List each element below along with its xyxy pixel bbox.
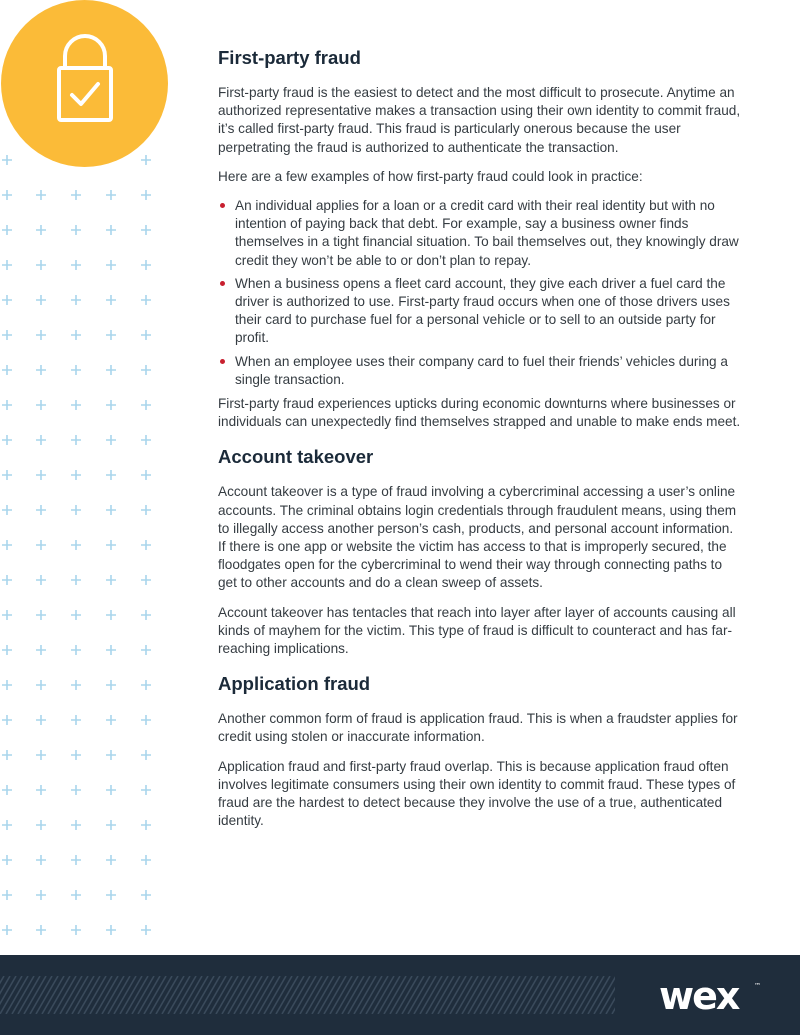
plus-mark — [106, 225, 116, 235]
plus-mark — [2, 330, 12, 340]
plus-mark — [106, 190, 116, 200]
stripe-line — [336, 976, 358, 1014]
stripe-line — [324, 976, 346, 1014]
stripe-line — [444, 976, 466, 1014]
stripe-line — [78, 976, 100, 1014]
plus-mark — [141, 400, 151, 410]
stripe-line — [582, 976, 604, 1014]
plus-mark — [71, 190, 81, 200]
stripe-line — [342, 976, 364, 1014]
bullet-dot — [220, 281, 225, 286]
paragraph-application-fraud-1: Another common form of fraud is application fraud. This is when a fraudster applies for credit using stolen or inaccurate information. — [218, 711, 738, 745]
stripe-line — [498, 976, 520, 1014]
stripe-line — [18, 976, 40, 1014]
plus-mark — [141, 645, 151, 655]
stripe-line — [438, 976, 460, 1014]
stripe-line — [114, 976, 136, 1014]
plus-mark — [106, 540, 116, 550]
bullet-dot — [220, 203, 225, 208]
stripe-line — [522, 976, 544, 1014]
stripe-line — [180, 976, 202, 1014]
plus-mark — [2, 925, 12, 935]
plus-mark — [2, 470, 12, 480]
plus-mark — [71, 715, 81, 725]
stripe-line — [270, 976, 292, 1014]
stripe-line — [240, 976, 262, 1014]
plus-mark — [106, 435, 116, 445]
plus-mark — [106, 260, 116, 270]
plus-mark — [106, 470, 116, 480]
stripe-line — [588, 976, 610, 1014]
plus-mark — [36, 295, 46, 305]
plus-mark — [2, 575, 12, 585]
plus-mark — [141, 575, 151, 585]
plus-mark — [141, 435, 151, 445]
plus-mark — [71, 855, 81, 865]
stripe-line — [540, 976, 562, 1014]
logo-wordmark: wex — [659, 979, 739, 1015]
stripe-line — [312, 976, 334, 1014]
stripe-line — [390, 976, 412, 1014]
plus-mark — [36, 225, 46, 235]
plus-mark — [141, 225, 151, 235]
stripe-line — [432, 976, 454, 1014]
plus-mark — [2, 225, 12, 235]
plus-mark — [36, 330, 46, 340]
paragraph-account-takeover-2: Account takeover has tentacles that reach into layer after layer of accounts causing all kinds of mayhem for the victim. This type of fraud is difficult to counteract and has far-reaching implications. — [218, 604, 736, 657]
stripe-line — [318, 976, 340, 1014]
stripe-line — [30, 976, 52, 1014]
stripe-line — [252, 976, 274, 1014]
plus-mark — [141, 260, 151, 270]
stripe-line — [552, 976, 574, 1014]
plus-mark — [36, 470, 46, 480]
plus-mark — [2, 890, 12, 900]
stripe-line — [234, 976, 256, 1014]
example-list — [218, 197, 743, 389]
paragraph-first-party-intro: First-party fraud is the easiest to detect and the most difficult to prosecute. Anytime an authorized representative makes a transaction using their own identity to commit fraud, it’s called first-party fraud. This fraud is particularly onerous because the user perpetrating the fraud is authorized to authenticate the transaction. — [218, 85, 741, 155]
plus-mark — [36, 750, 46, 760]
plus-mark — [36, 925, 46, 935]
stripe-line — [126, 976, 148, 1014]
stripe-line — [264, 976, 286, 1014]
stripe-line — [48, 976, 70, 1014]
plus-mark — [71, 225, 81, 235]
stripe-line — [378, 976, 400, 1014]
plus-mark — [141, 330, 151, 340]
stripe-line — [558, 976, 580, 1014]
plus-mark — [2, 400, 12, 410]
plus-mark — [71, 750, 81, 760]
stripe-line — [486, 976, 508, 1014]
logo-trademark: ™ — [754, 982, 761, 990]
plus-mark — [106, 750, 116, 760]
list-item-text: When an employee uses their company card to fuel their friends’ vehicles during a single transaction. — [235, 353, 728, 387]
plus-mark — [36, 505, 46, 515]
stripe-line — [72, 976, 94, 1014]
stripe-line — [354, 976, 376, 1014]
stripe-line — [414, 976, 436, 1014]
stripe-line — [0, 976, 22, 1014]
stripe-line — [576, 976, 598, 1014]
stripe-line — [6, 976, 28, 1014]
list-item-text: When a business opens a fleet card account, they give each driver a fuel card the driver is authorized to use. First-party fraud occurs when one of those drivers uses their card to purchase fuel for a personal vehicle or to sell to an outside party for profit. — [235, 275, 730, 346]
stripe-line — [138, 976, 160, 1014]
plus-mark — [2, 715, 12, 725]
plus-mark — [141, 855, 151, 865]
plus-mark — [106, 785, 116, 795]
stripe-line — [228, 976, 250, 1014]
plus-mark — [2, 820, 12, 830]
stripe-line — [246, 976, 268, 1014]
stripe-line — [570, 976, 592, 1014]
stripe-line — [474, 976, 496, 1014]
plus-mark — [2, 435, 12, 445]
plus-mark — [2, 190, 12, 200]
stripe-line — [12, 976, 34, 1014]
plus-mark — [71, 820, 81, 830]
stripe-line — [450, 976, 472, 1014]
plus-mark — [106, 295, 116, 305]
plus-mark — [36, 890, 46, 900]
stripe-line — [534, 976, 556, 1014]
plus-mark — [106, 330, 116, 340]
plus-mark — [36, 855, 46, 865]
stripe-line — [396, 976, 418, 1014]
stripe-line — [210, 976, 232, 1014]
stripe-line — [42, 976, 64, 1014]
stripe-line — [132, 976, 154, 1014]
plus-mark — [71, 330, 81, 340]
stripe-line — [102, 976, 124, 1014]
plus-mark — [71, 575, 81, 585]
list-item — [218, 353, 743, 389]
plus-mark — [36, 260, 46, 270]
plus-mark — [2, 750, 12, 760]
plus-mark — [106, 890, 116, 900]
plus-mark — [71, 435, 81, 445]
stripe-line — [156, 976, 178, 1014]
plus-mark — [71, 925, 81, 935]
list-item — [218, 197, 743, 270]
paragraph-application-fraud-2: Application fraud and first-party fraud overlap. This is because application fraud often involves legitimate consumers using their own identity to commit fraud. These types of fraud are the hardest to detect because they involve the use of a true, authenticated identity. — [218, 758, 736, 829]
stripe-line — [384, 976, 406, 1014]
heading-application-fraud: Application fraud — [218, 673, 371, 695]
plus-mark — [106, 925, 116, 935]
plus-mark — [141, 190, 151, 200]
plus-mark — [71, 610, 81, 620]
plus-mark — [36, 715, 46, 725]
plus-mark — [141, 470, 151, 480]
plus-mark — [106, 645, 116, 655]
plus-mark — [2, 680, 12, 690]
plus-mark — [141, 680, 151, 690]
plus-mark — [36, 785, 46, 795]
stripe-line — [108, 976, 130, 1014]
stripe-line — [372, 976, 394, 1014]
stripe-line — [216, 976, 238, 1014]
stripe-line — [54, 976, 76, 1014]
stripe-line — [168, 976, 190, 1014]
plus-mark — [36, 680, 46, 690]
plus-mark — [106, 855, 116, 865]
section-account-takeover — [218, 443, 743, 658]
plus-mark — [71, 505, 81, 515]
stripe-line — [192, 976, 214, 1014]
plus-mark — [71, 645, 81, 655]
stripe-line — [480, 976, 502, 1014]
plus-mark — [141, 925, 151, 935]
plus-mark — [71, 680, 81, 690]
plus-mark — [71, 470, 81, 480]
stripe-line — [24, 976, 46, 1014]
footer-bar — [0, 955, 800, 1035]
stripe-line — [528, 976, 550, 1014]
list-item-text: An individual applies for a loan or a credit card with their real identity but with no intention of paying back that debt. For example, say a business owner finds themselves in a tight financial situation. To bail themselves out, they knowingly draw credit they won’t be able to or don’t plan to repay. — [235, 198, 739, 268]
plus-mark — [2, 260, 12, 270]
stripe-line — [516, 976, 538, 1014]
stripe-line — [90, 976, 112, 1014]
stripe-line — [306, 976, 328, 1014]
stripe-line — [276, 976, 298, 1014]
plus-mark — [106, 820, 116, 830]
plus-mark — [141, 820, 151, 830]
plus-mark — [2, 645, 12, 655]
stripe-line — [330, 976, 352, 1014]
stripe-line — [426, 976, 448, 1014]
plus-mark — [106, 365, 116, 375]
stripe-line — [186, 976, 208, 1014]
plus-mark — [71, 295, 81, 305]
plus-mark — [2, 505, 12, 515]
stripe-line — [162, 976, 184, 1014]
paragraph-account-takeover-1: Account takeover is a type of fraud involving a cybercriminal accessing a user’s online accounts. The criminal obtains login credentials through fraudulent means, using them to illegally access another person’s cash, products, and personal account information. If there is one app or website the victim has access to that is improperly secured, the floodgates open for the cybercriminal to wend their way through connecting paths to get to other accounts and do a clean sweep of assets. — [218, 484, 737, 591]
plus-mark — [141, 295, 151, 305]
plus-mark — [2, 855, 12, 865]
plus-mark — [141, 365, 151, 375]
bullet-dot — [220, 359, 225, 364]
plus-mark — [106, 400, 116, 410]
plus-mark — [141, 715, 151, 725]
section-first-party-fraud — [218, 44, 743, 431]
plus-mark — [36, 435, 46, 445]
heading-account-takeover: Account takeover — [218, 446, 374, 468]
article-body — [218, 44, 743, 843]
paragraph-first-party-closing: First-party fraud experiences upticks during economic downturns where businesses or individuals can unexpectedly find themselves strapped and unable to make ends meet. — [218, 396, 741, 430]
stripe-line — [366, 976, 388, 1014]
plus-mark — [71, 400, 81, 410]
stripe-line — [96, 976, 118, 1014]
stripe-line — [546, 976, 568, 1014]
stripe-line — [360, 976, 382, 1014]
stripe-line — [300, 976, 322, 1014]
stripe-line — [84, 976, 106, 1014]
plus-mark — [106, 680, 116, 690]
stripe-line — [468, 976, 490, 1014]
heading-first-party-fraud: First-party fraud — [218, 47, 361, 68]
plus-mark — [2, 540, 12, 550]
stripe-line — [60, 976, 82, 1014]
stripe-line — [174, 976, 196, 1014]
plus-mark — [141, 890, 151, 900]
plus-mark — [36, 190, 46, 200]
plus-mark — [106, 505, 116, 515]
plus-mark — [71, 365, 81, 375]
stripe-line — [120, 976, 142, 1014]
padlock-badge — [1, 0, 168, 167]
plus-mark — [106, 610, 116, 620]
list-item — [218, 275, 743, 348]
diagonal-stripes — [0, 976, 615, 1014]
section-application-fraud — [218, 670, 743, 830]
plus-mark — [71, 890, 81, 900]
stripe-line — [492, 976, 514, 1014]
plus-mark — [2, 610, 12, 620]
plus-mark — [141, 540, 151, 550]
stripe-line — [456, 976, 478, 1014]
stripe-line — [150, 976, 172, 1014]
stripe-line — [258, 976, 280, 1014]
plus-mark — [106, 575, 116, 585]
stripe-line — [198, 976, 220, 1014]
stripe-line — [504, 976, 526, 1014]
plus-mark — [141, 785, 151, 795]
stripe-line — [36, 976, 58, 1014]
stripe-line — [288, 976, 310, 1014]
stripe-line — [282, 976, 304, 1014]
stripe-line — [66, 976, 88, 1014]
plus-mark — [71, 785, 81, 795]
stripe-line — [420, 976, 442, 1014]
stripe-line — [402, 976, 424, 1014]
plus-mark — [36, 645, 46, 655]
plus-mark — [141, 610, 151, 620]
plus-mark — [71, 540, 81, 550]
plus-mark — [106, 715, 116, 725]
plus-mark — [36, 540, 46, 550]
stripe-line — [348, 976, 370, 1014]
stripe-line — [144, 976, 166, 1014]
plus-mark — [36, 575, 46, 585]
stripe-line — [204, 976, 226, 1014]
stripe-line — [564, 976, 586, 1014]
plus-mark — [36, 610, 46, 620]
stripe-line — [462, 976, 484, 1014]
plus-mark — [2, 785, 12, 795]
plus-mark — [36, 820, 46, 830]
plus-mark — [141, 750, 151, 760]
plus-mark — [36, 400, 46, 410]
stripe-line — [510, 976, 532, 1014]
stripe-line — [294, 976, 316, 1014]
stripe-line — [408, 976, 430, 1014]
plus-mark — [36, 365, 46, 375]
plus-mark — [2, 295, 12, 305]
plus-mark — [2, 365, 12, 375]
plus-mark — [71, 260, 81, 270]
plus-mark — [141, 505, 151, 515]
paragraph-first-party-lead: Here are a few examples of how first-party fraud could look in practice: — [218, 168, 643, 184]
stripe-line — [222, 976, 244, 1014]
wex-logo — [659, 979, 765, 1015]
